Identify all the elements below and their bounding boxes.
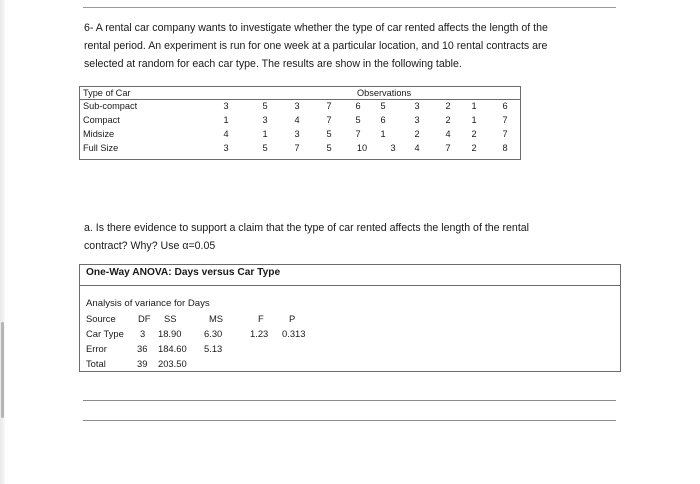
- table-cell: 7: [326, 101, 332, 111]
- table-cell: 7: [445, 143, 451, 153]
- anova-df: 3: [140, 328, 146, 339]
- table-cell: 3: [223, 143, 229, 153]
- anova-df: 36: [137, 343, 148, 354]
- anova-header: P: [289, 313, 296, 324]
- table-cell: 2: [445, 101, 451, 111]
- anova-header: Source: [86, 313, 116, 324]
- table-cell: 3: [223, 101, 229, 111]
- scrollbar-thumb[interactable]: [1, 322, 4, 418]
- question-text: [84, 19, 604, 73]
- table-cell: 7: [502, 115, 508, 125]
- question-line: rental period. An experiment is run for one week at a particular location, and 10 rental contracts are: [84, 40, 548, 52]
- table-cell: 10: [356, 143, 368, 153]
- question-line: selected at random for each car type. The results are show in the following table.: [84, 58, 462, 70]
- table-cell: 3: [390, 143, 396, 153]
- table-cell: 3: [414, 101, 420, 111]
- table-cell: 7: [326, 115, 332, 125]
- row-label: Compact: [83, 115, 120, 125]
- anova-ss: 203.50: [158, 358, 187, 369]
- anova-header: SS: [164, 313, 177, 324]
- anova-ms: 5.13: [204, 343, 223, 354]
- anova-ss: 18.90: [158, 328, 182, 339]
- table-cell: 2: [471, 129, 477, 139]
- part-a-question: [84, 219, 604, 255]
- anova-title: One-Way ANOVA: Days versus Car Type: [86, 267, 281, 278]
- table-cell: 5: [326, 129, 332, 139]
- table-cell: 2: [471, 143, 477, 153]
- anova-caption: Analysis of variance for Days: [86, 298, 210, 309]
- table-cell: 7: [294, 143, 300, 153]
- scrollbar[interactable]: [0, 0, 5, 484]
- table-cell: 5: [355, 115, 361, 125]
- table-cell: 4: [445, 129, 451, 139]
- part-a-line: a. Is there evidence to support a claim that the type of car rented affects the length of the rental: [84, 222, 530, 234]
- table-cell: 2: [445, 115, 451, 125]
- anova-title-divider: [80, 285, 620, 286]
- table-cell: 1: [380, 129, 386, 139]
- observations-header: Observations: [357, 88, 412, 98]
- anova-ss: 184.60: [158, 343, 187, 354]
- table-cell: 6: [355, 101, 361, 111]
- table-cell: 6: [380, 115, 386, 125]
- table-cell: 3: [262, 115, 268, 125]
- anova-output-box: [79, 264, 621, 372]
- table-cell: 8: [502, 143, 508, 153]
- table-cell: 5: [262, 143, 268, 153]
- table-cell: 5: [326, 143, 332, 153]
- table-cell: 6: [502, 101, 508, 111]
- table-cell: 7: [355, 129, 361, 139]
- anova-source: Error: [86, 343, 107, 354]
- anova-source: Total: [86, 358, 106, 369]
- observations-table: [79, 86, 521, 160]
- table-cell: 1: [471, 101, 477, 111]
- table-cell: 3: [294, 101, 300, 111]
- table-cell: 3: [414, 115, 420, 125]
- table-cell: 1: [471, 115, 477, 125]
- row-label: Full Size: [83, 143, 119, 153]
- anova-source: Car Type: [86, 328, 124, 339]
- anova-header: F: [258, 313, 264, 324]
- table-cell: 4: [414, 143, 420, 153]
- table-cell: 3: [294, 129, 300, 139]
- answer-line: [83, 420, 616, 421]
- row-label: Sub-compact: [83, 101, 138, 111]
- anova-ms: 6.30: [204, 328, 223, 339]
- anova-header: MS: [209, 313, 224, 324]
- answer-line: [83, 400, 616, 401]
- row-label: Midsize: [83, 129, 115, 139]
- table-cell: 4: [294, 115, 300, 125]
- table-cell: 1: [262, 129, 268, 139]
- table-cell: 5: [380, 101, 386, 111]
- anova-df: 39: [137, 358, 148, 369]
- anova-header: DF: [138, 313, 151, 324]
- top-divider: [83, 7, 616, 8]
- anova-f: 1.23: [250, 328, 269, 339]
- type-of-car-header: Type of Car: [83, 88, 131, 98]
- question-line: 6- A rental car company wants to investigate whether the type of car rented affects the length of the: [84, 22, 548, 34]
- table-cell: 1: [223, 115, 229, 125]
- table-cell: 5: [262, 101, 268, 111]
- table-cell: 2: [414, 129, 420, 139]
- table-cell: 4: [223, 129, 229, 139]
- part-a-line: contract? Why? Use α=0.05: [84, 240, 216, 252]
- anova-p: 0.313: [282, 328, 306, 339]
- table-cell: 7: [502, 129, 508, 139]
